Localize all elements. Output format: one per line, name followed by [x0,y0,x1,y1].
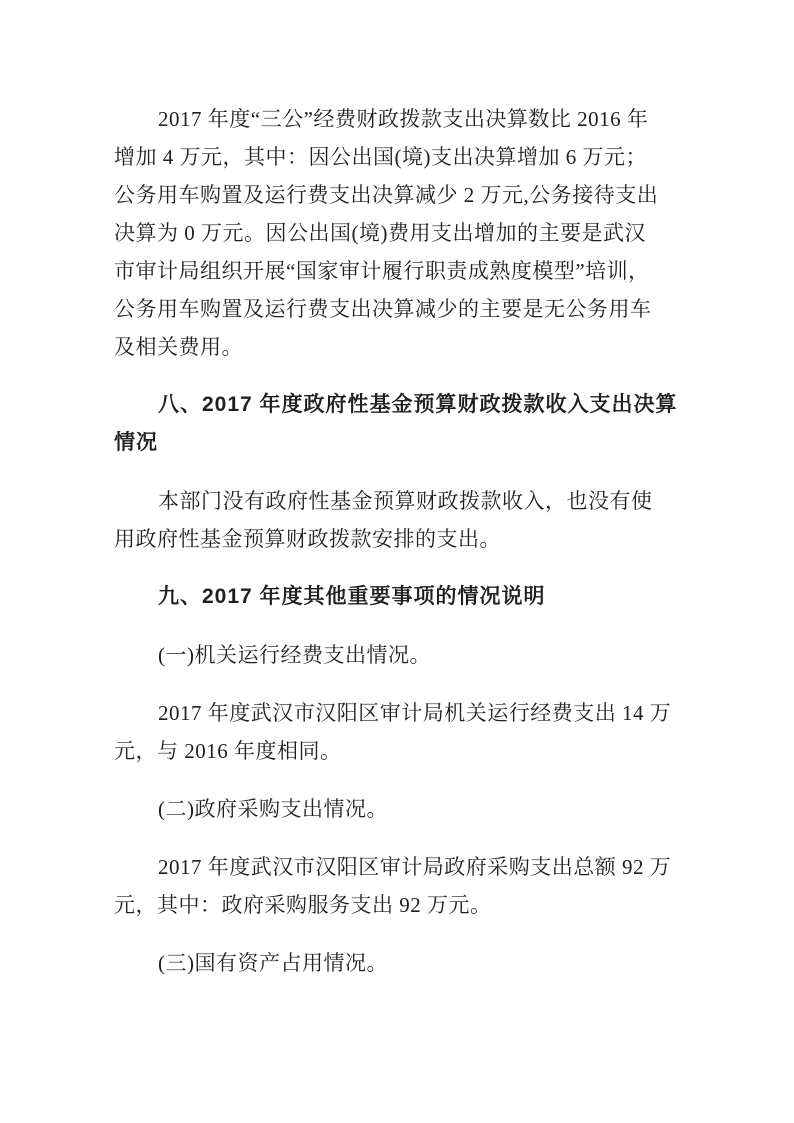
text-line: 2017 年度武汉市汉阳区审计局机关运行经费支出 14 万 [158,701,672,725]
subheading-2-procurement [114,790,682,828]
text-line: 及相关费用。 [114,335,243,359]
text-line: (三)国有资产占用情况。 [158,951,388,975]
text-line: 2017 年度武汉市汉阳区审计局政府采购支出总额 92 万 [158,855,672,879]
text-line: 本部门没有政府性基金预算财政拨款收入，也没有使 [158,489,653,513]
text-line: 元，其中：政府采购服务支出 92 万元。 [114,893,492,917]
text-line: (二)政府采购支出情况。 [158,797,388,821]
subheading-1-operating-expense [114,636,682,674]
text-line: (一)机关运行经费支出情况。 [158,643,431,667]
paragraph-government-fund [114,482,682,558]
heading-line: 九、2017 年度其他重要事项的情况说明 [158,585,546,608]
subheading-3-state-assets [114,944,682,982]
paragraph-operating-expense [114,694,682,770]
text-line: 市审计局组织开展“国家审计履行职责成熟度模型”培训， [114,259,650,283]
text-line: 用政府性基金预算财政拨款安排的支出。 [114,527,501,551]
paragraph-procurement [114,848,682,924]
text-line: 2017 年度“三公”经费财政拨款支出决算数比 2016 年 [158,107,649,131]
section-heading-8 [114,386,682,462]
heading-line: 情况 [114,431,158,454]
paragraph-sangong-funds [114,100,682,366]
text-line: 公务用车购置及运行费支出决算减少的主要是无公务用车 [114,297,652,321]
text-line: 公务用车购置及运行费支出决算减少 2 万元,公务接待支出 [114,183,659,207]
text-line: 增加 4 万元，其中：因公出国(境)支出决算增加 6 万元； [114,145,647,169]
text-line: 元，与 2016 年度相同。 [114,739,342,763]
text-line: 决算为 0 万元。因公出国(境)费用支出增加的主要是武汉 [114,221,646,245]
section-heading-9 [114,578,682,616]
heading-line: 八、2017 年度政府性基金预算财政拨款收入支出决算 [158,393,678,416]
